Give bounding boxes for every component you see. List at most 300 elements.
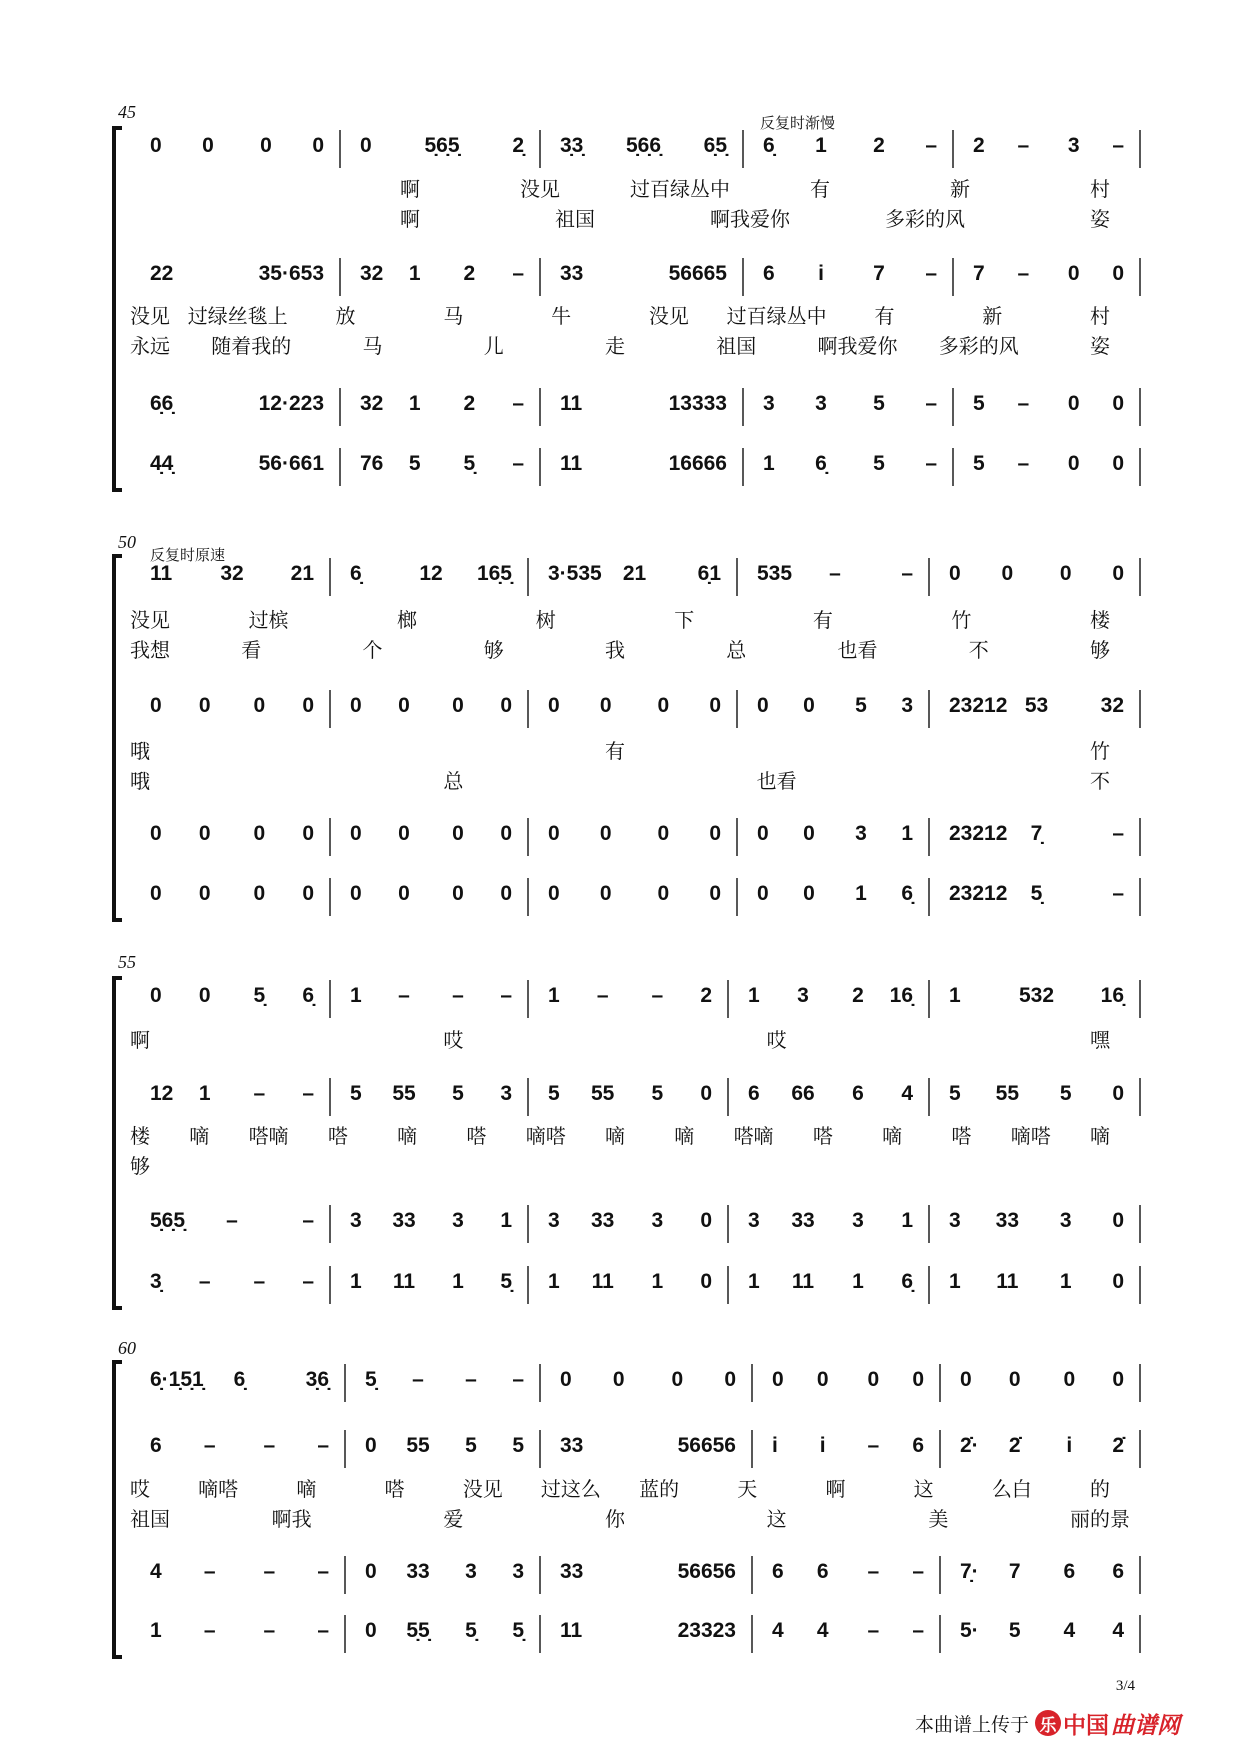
- note-group: 4: [1063, 1619, 1076, 1642]
- note-group: –: [867, 1619, 880, 1642]
- note-group: 33: [560, 1434, 584, 1457]
- note-group: 5̣6̣5̣: [424, 134, 460, 157]
- lyric-text: 嗒: [327, 1124, 348, 1148]
- note-group: 1: [198, 1082, 211, 1105]
- lyric-text: 嘀嗒: [1010, 1124, 1051, 1148]
- lyric-text: 没见: [462, 1477, 503, 1501]
- note-group: 7̣·: [960, 1560, 979, 1583]
- lyric-text: 嘀: [189, 1124, 210, 1148]
- note-group: 5̣: [465, 1619, 477, 1642]
- note-group: 0: [500, 882, 512, 905]
- note-group: 0: [452, 882, 464, 905]
- note-group: 3̣: [150, 1270, 162, 1293]
- note-group: –: [317, 1560, 329, 1583]
- note-group: 0: [1067, 392, 1080, 415]
- note-group: 0: [312, 134, 324, 157]
- note-group: 11: [560, 392, 583, 415]
- note-group: 2: [873, 134, 885, 157]
- lyric-text: 你: [605, 1507, 625, 1531]
- note-group: 3: [548, 1209, 560, 1232]
- lyric-text: 新: [982, 304, 1003, 328]
- note-group: 1: [763, 452, 775, 475]
- note-group: 21: [290, 562, 314, 585]
- note-group: 0: [1067, 452, 1080, 475]
- note-group: –: [512, 1368, 524, 1391]
- note-group: 0: [1112, 1209, 1124, 1232]
- note-group: 0: [867, 1368, 880, 1391]
- note-group: 0: [253, 822, 266, 845]
- lyric-text: 下: [674, 608, 695, 632]
- note-group: 32: [360, 392, 384, 415]
- site-logo-text-2: 曲谱网: [1111, 1711, 1180, 1739]
- note-group: 3: [763, 392, 775, 415]
- note-group: –: [412, 1368, 424, 1391]
- note-group: 33: [791, 1209, 815, 1232]
- measure-number: 60: [118, 1338, 136, 1358]
- note-group: 0: [1112, 1082, 1124, 1105]
- note-group: 1: [150, 1619, 162, 1642]
- note-group: 0: [1001, 562, 1014, 585]
- note-group: –: [512, 392, 524, 415]
- note-group: 0: [724, 1368, 736, 1391]
- lyric-text: 这: [913, 1477, 934, 1501]
- note-group: 0: [700, 1209, 712, 1232]
- note-group: 55: [995, 1082, 1020, 1105]
- lyric-text: 哎: [766, 1028, 787, 1052]
- note-group: 0: [1112, 562, 1124, 585]
- measure-number: 55: [118, 952, 136, 972]
- note-group: 12·223: [258, 392, 324, 415]
- note-group: 5̣: [1030, 882, 1043, 905]
- lyric-text: 姿: [1090, 207, 1110, 231]
- note-group: 1: [815, 134, 827, 157]
- lyric-text: 榔: [397, 608, 418, 632]
- note-group: 1: [852, 1270, 864, 1293]
- note-group: 2̇·: [960, 1434, 979, 1457]
- note-group: –: [901, 562, 913, 585]
- note-group: –: [867, 1434, 880, 1457]
- lyric-text: 过这么: [540, 1477, 601, 1501]
- lyric-text: 嘀: [882, 1124, 903, 1148]
- note-group: –: [596, 984, 609, 1007]
- note-group: 0: [500, 694, 512, 717]
- music-score-site-logo[interactable]: [1035, 1707, 1180, 1740]
- note-group: 32: [360, 262, 384, 285]
- note-group: 3: [1059, 1209, 1072, 1232]
- note-group: 6: [816, 1560, 829, 1583]
- note-group: 0: [599, 882, 612, 905]
- upload-source-text: 本曲谱上传于: [914, 1713, 1029, 1736]
- note-group: 22: [150, 262, 174, 285]
- note-group: 56656: [677, 1434, 736, 1457]
- note-group: 5: [855, 694, 867, 717]
- note-group: 3: [500, 1082, 512, 1105]
- lyric-text: 也看: [756, 769, 797, 793]
- note-group: 3: [852, 1209, 864, 1232]
- note-group: 33: [590, 1209, 615, 1232]
- lyric-text: 牛: [551, 304, 572, 328]
- note-group: i: [772, 1434, 778, 1457]
- note-group: 0: [772, 1368, 784, 1391]
- note-group: 0: [599, 822, 612, 845]
- note-group: –: [1017, 134, 1030, 157]
- lyric-text: 没见: [130, 608, 170, 632]
- note-group: 11: [560, 452, 583, 475]
- note-group: 6̣6̣: [150, 392, 174, 415]
- note-group: –: [912, 1560, 924, 1583]
- note-group: 1: [408, 392, 421, 415]
- note-group: 0: [700, 1082, 712, 1105]
- note-group: 6: [1112, 1560, 1124, 1583]
- note-group: 66: [791, 1082, 815, 1105]
- lyric-text: 随着我的: [211, 334, 292, 358]
- note-group: 4: [816, 1619, 829, 1642]
- note-group: 33: [392, 1209, 416, 1232]
- note-group: 0: [150, 984, 162, 1007]
- lyric-text: 祖国: [130, 1507, 170, 1531]
- lyric-text: 总: [443, 769, 464, 793]
- note-group: 6: [748, 1082, 760, 1105]
- note-group: 33: [406, 1560, 430, 1583]
- note-group: 535: [757, 562, 793, 585]
- note-group: 0: [452, 694, 464, 717]
- site-logo-icon: 乐: [1035, 1710, 1061, 1736]
- note-group: 0: [1059, 562, 1072, 585]
- lyric-text: 新: [950, 177, 970, 201]
- note-group: 6: [772, 1560, 784, 1583]
- note-group: 5̣5̣: [406, 1619, 430, 1642]
- lyric-text: 美: [928, 1507, 949, 1531]
- lyric-text: 总: [726, 638, 747, 662]
- lyric-text: 有: [812, 608, 833, 632]
- lyric-text: 过槟: [248, 608, 289, 632]
- note-group: 7̣: [1030, 822, 1043, 845]
- note-group: 2: [463, 392, 476, 415]
- note-group: 0: [671, 1368, 684, 1391]
- lyric-text: 啊我爱你: [710, 207, 790, 231]
- note-group: 5: [512, 1434, 524, 1457]
- note-group: 5̣: [512, 1619, 524, 1642]
- lyric-text: 多彩的风: [938, 334, 1019, 358]
- note-group: 5: [452, 1082, 464, 1105]
- note-group: 5: [949, 1082, 961, 1105]
- note-group: 0: [198, 882, 211, 905]
- note-group: 1: [350, 984, 362, 1007]
- note-group: 0: [452, 822, 464, 845]
- note-group: 0: [700, 1270, 712, 1293]
- lyric-text: 多彩的风: [885, 207, 965, 231]
- lyric-text: 过百绿丛中: [726, 304, 827, 328]
- note-group: 55: [392, 1082, 416, 1105]
- note-group: 0: [253, 882, 266, 905]
- note-group: –: [867, 1560, 880, 1583]
- note-group: 0: [500, 822, 512, 845]
- measure-number: 50: [118, 532, 136, 552]
- note-group: 0: [1112, 262, 1124, 285]
- note-group: 6: [912, 1434, 924, 1457]
- note-group: 1: [901, 1209, 913, 1232]
- note-group: 0: [803, 694, 815, 717]
- lyric-text: 马: [443, 304, 464, 328]
- note-group: 2̇: [1112, 1434, 1124, 1457]
- note-group: 1: [500, 1209, 512, 1232]
- lyric-text: 嗒: [466, 1124, 487, 1148]
- lyric-text: 啊我爱你: [817, 334, 898, 358]
- note-group: 3: [748, 1209, 760, 1232]
- note-group: 0: [803, 822, 815, 845]
- note-group: 3: [465, 1560, 477, 1583]
- note-group: –: [198, 1270, 211, 1293]
- note-group: 0: [350, 822, 362, 845]
- note-group: 0: [198, 694, 211, 717]
- lyric-text: 也看: [837, 638, 878, 662]
- note-group: 4: [772, 1619, 784, 1642]
- note-group: 3: [901, 694, 913, 717]
- note-group: –: [925, 262, 937, 285]
- note-group: –: [452, 984, 464, 1007]
- note-group: 5: [873, 452, 885, 475]
- note-group: 6: [852, 1082, 864, 1105]
- note-group: 16666: [668, 452, 727, 475]
- note-group: 21: [622, 562, 647, 585]
- note-group: 13333: [668, 392, 727, 415]
- note-group: 0: [253, 694, 266, 717]
- note-group: 33: [560, 1560, 584, 1583]
- note-group: –: [500, 984, 512, 1007]
- note-group: 1: [350, 1270, 362, 1293]
- note-group: 1: [855, 882, 867, 905]
- note-group: –: [925, 134, 937, 157]
- note-group: 0: [150, 822, 162, 845]
- lyric-text: 够: [130, 1154, 150, 1178]
- note-group: 1: [949, 984, 961, 1007]
- measure-number: 45: [118, 102, 136, 122]
- note-group: 6: [763, 262, 775, 285]
- lyric-text: 嘀: [1090, 1124, 1110, 1148]
- note-group: –: [302, 1082, 314, 1105]
- note-group: 3: [949, 1209, 961, 1232]
- note-group: 11: [560, 1619, 583, 1642]
- note-group: 0: [548, 882, 560, 905]
- note-group: –: [651, 984, 664, 1007]
- lyric-text: 树: [535, 608, 556, 632]
- note-group: i: [818, 262, 824, 285]
- lyric-text: 嗒: [384, 1477, 405, 1501]
- note-group: 5̣6̣5̣: [150, 1209, 186, 1232]
- note-group: 4: [901, 1082, 913, 1105]
- lyric-text: 没见: [130, 304, 170, 328]
- note-group: –: [465, 1368, 477, 1391]
- note-group: 5̣: [365, 1368, 377, 1391]
- note-group: 3: [815, 392, 827, 415]
- note-group: 55: [406, 1434, 430, 1457]
- note-group: 0: [398, 694, 410, 717]
- system-bracket: [114, 978, 122, 1308]
- note-group: –: [1017, 262, 1030, 285]
- note-group: 7: [973, 262, 985, 285]
- lyric-text: 村: [1090, 177, 1110, 201]
- note-group: 0: [302, 694, 314, 717]
- lyric-text: 我想: [130, 638, 170, 662]
- lyric-text: 嘀嗒: [525, 1124, 566, 1148]
- note-group: 56656: [677, 1560, 736, 1583]
- note-group: 3: [452, 1209, 464, 1232]
- note-group: –: [512, 452, 524, 475]
- note-group: 1: [548, 1270, 560, 1293]
- lyric-text: 有: [810, 177, 830, 201]
- lyric-text: 祖国: [716, 334, 757, 358]
- note-group: 2: [973, 134, 985, 157]
- note-group: 0: [612, 1368, 625, 1391]
- lyric-text: 嘀嗒: [198, 1477, 239, 1501]
- note-group: 33: [995, 1209, 1020, 1232]
- lyric-text: 嘀: [605, 1124, 625, 1148]
- lyric-text: 我: [605, 638, 625, 662]
- note-group: 0: [365, 1619, 377, 1642]
- note-group: –: [203, 1619, 216, 1642]
- lyric-text: 嘿: [1090, 1028, 1110, 1052]
- note-group: 3̣6̣: [305, 1368, 329, 1391]
- note-group: 33: [560, 262, 584, 285]
- note-group: 2: [700, 984, 712, 1007]
- lyric-text: 看: [241, 638, 262, 662]
- note-group: 16̣: [889, 984, 913, 1007]
- lyric-text: 嘀: [674, 1124, 695, 1148]
- note-group: 5·: [960, 1619, 979, 1642]
- note-group: 5̣6̣6̣: [625, 134, 662, 157]
- lyric-text: 马: [362, 334, 383, 358]
- note-group: –: [512, 262, 524, 285]
- note-group: 7: [1008, 1560, 1021, 1583]
- note-group: 0: [398, 882, 410, 905]
- note-group: –: [1017, 452, 1030, 475]
- lyric-text: 祖国: [555, 207, 595, 231]
- lyric-text: 够: [483, 638, 504, 662]
- lyric-text: 过绿丝毯上: [187, 304, 288, 328]
- upload-source-footer: [915, 1706, 1180, 1740]
- note-group: 0: [757, 694, 769, 717]
- note-group: 0: [1112, 1368, 1124, 1391]
- note-group: 5: [973, 452, 985, 475]
- note-group: –: [302, 1270, 314, 1293]
- note-group: 0: [709, 882, 721, 905]
- note-group: 0: [757, 882, 769, 905]
- note-group: 5̣: [253, 984, 266, 1007]
- note-group: 0: [912, 1368, 924, 1391]
- note-group: –: [263, 1434, 276, 1457]
- note-group: 6̣: [901, 1270, 913, 1293]
- lyric-text: 的: [1090, 1477, 1110, 1501]
- note-group: 0: [260, 134, 272, 157]
- note-group: 0: [548, 694, 560, 717]
- note-group: –: [829, 562, 841, 585]
- note-group: 0: [1112, 452, 1124, 475]
- lyric-text: 蓝的: [639, 1477, 680, 1501]
- note-group: 0: [1067, 262, 1080, 285]
- lyric-text: 永远: [130, 334, 170, 358]
- note-group: –: [398, 984, 410, 1007]
- note-group: 0: [657, 882, 670, 905]
- note-group: –: [317, 1619, 329, 1642]
- note-group: 5: [873, 392, 885, 415]
- note-group: 1: [748, 984, 760, 1007]
- note-group: 0: [1112, 392, 1124, 415]
- note-group: 32: [1100, 694, 1124, 717]
- note-group: 12: [419, 562, 443, 585]
- note-group: 5: [465, 1434, 477, 1457]
- lyric-text: 够: [1090, 638, 1110, 662]
- lyric-text: 这: [766, 1507, 787, 1531]
- note-group: 0: [360, 134, 372, 157]
- note-group: 5: [973, 392, 985, 415]
- lyric-text: 没见: [648, 304, 689, 328]
- note-group: 2: [463, 262, 476, 285]
- lyric-text: 过百绿丛中: [630, 177, 730, 201]
- note-group: –: [925, 452, 937, 475]
- note-group: 1: [901, 822, 913, 845]
- note-group: 6: [1063, 1560, 1076, 1583]
- note-group: 0: [949, 562, 961, 585]
- note-group: 6̣: [302, 984, 314, 1007]
- note-group: –: [1112, 882, 1124, 905]
- lyric-text: 竹: [1090, 739, 1110, 763]
- note-group: –: [912, 1619, 924, 1642]
- lyric-text: 啊: [825, 1477, 846, 1501]
- note-group: –: [263, 1619, 276, 1642]
- note-group: 5: [1059, 1082, 1072, 1105]
- note-group: 11: [996, 1270, 1019, 1293]
- note-group: 16̣5̣: [476, 562, 512, 585]
- lyric-text: 有: [874, 304, 895, 328]
- note-group: 0: [365, 1434, 377, 1457]
- system-bracket: [114, 1362, 122, 1657]
- note-group: 0: [709, 822, 721, 845]
- note-group: 0: [150, 134, 162, 157]
- note-group: 23323: [677, 1619, 736, 1642]
- note-group: 6̣·1̣5̣1̣: [150, 1368, 204, 1391]
- note-group: 1: [548, 984, 560, 1007]
- note-group: 6̣: [233, 1368, 246, 1391]
- note-group: 5̣: [500, 1270, 512, 1293]
- lyric-text: 啊: [400, 207, 420, 231]
- lyric-text: 哦: [130, 769, 150, 793]
- note-group: 2̣: [512, 134, 524, 157]
- note-group: 0: [560, 1368, 572, 1391]
- lyric-text: 嘀: [397, 1124, 418, 1148]
- lyric-text: 放: [335, 304, 356, 328]
- note-group: 6̣: [350, 562, 362, 585]
- note-group: 0: [960, 1368, 972, 1391]
- note-group: 0: [150, 882, 162, 905]
- page-number: 3/4: [1115, 1678, 1135, 1694]
- note-group: 1: [452, 1270, 464, 1293]
- note-group: i: [819, 1434, 826, 1457]
- note-group: 6: [150, 1434, 162, 1457]
- note-group: i: [1066, 1434, 1073, 1457]
- note-group: 3: [350, 1209, 362, 1232]
- note-group: 6̣: [763, 134, 775, 157]
- note-group: 6̣: [815, 452, 827, 475]
- lyric-text: 楼: [130, 1124, 150, 1148]
- note-group: 32: [220, 562, 244, 585]
- lyric-text: 个: [362, 638, 383, 662]
- note-group: 11: [150, 562, 173, 585]
- note-group: 0: [657, 822, 670, 845]
- note-group: 1: [1059, 1270, 1072, 1293]
- note-group: 76: [360, 452, 384, 475]
- note-group: –: [317, 1434, 329, 1457]
- lyric-text: 爱: [443, 1507, 464, 1531]
